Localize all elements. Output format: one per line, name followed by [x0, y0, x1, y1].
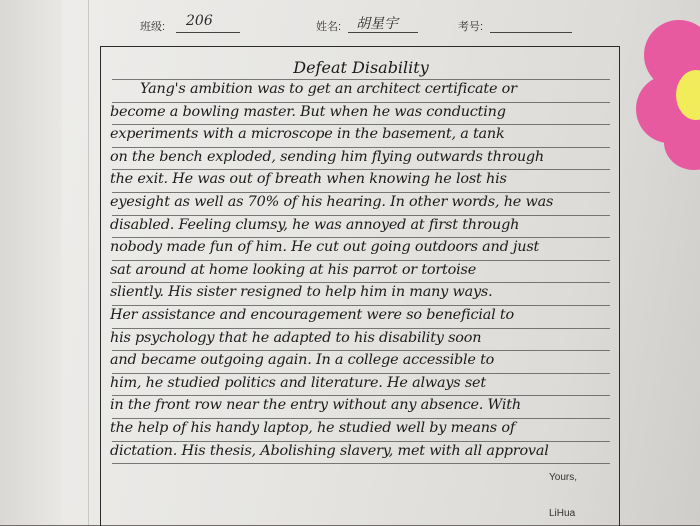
class-label: 班级:	[140, 21, 166, 33]
essay-line: the exit. He was out of breath when knowing he lost his	[110, 171, 507, 188]
margin-line	[88, 0, 89, 525]
exam-number-label: 考号:	[458, 21, 484, 33]
name-label: 姓名:	[316, 21, 342, 33]
name-underline	[348, 32, 418, 33]
essay-title: Defeat Disability	[293, 58, 429, 77]
essay-body	[110, 78, 616, 462]
essay-line: Her assistance and encouragement were so beneficial to	[110, 306, 514, 323]
name-value: 胡星宇	[356, 16, 398, 32]
essay-line: experiments with a microscope in the basement, a tank	[110, 126, 505, 143]
essay-line: sat around at home looking at his parrot or tortoise	[110, 261, 477, 278]
essay-line: Yang's ambition was to get an architect certificate or	[140, 81, 517, 97]
student-info-row	[140, 14, 600, 36]
essay-line: sliently. His sister resigned to help him in many ways.	[110, 284, 493, 301]
ruled-line	[112, 463, 610, 464]
closing-text: Yours,	[549, 472, 577, 483]
sticky-note-flower	[634, 20, 700, 170]
signature-name: LiHua	[549, 508, 576, 519]
exam-number-underline	[490, 32, 572, 33]
essay-line: and became outgoing again. In a college accessible to	[110, 352, 495, 369]
essay-line: him, he studied politics and literature. He always set	[110, 374, 486, 391]
essay-line: nobody made fun of him. He cut out going outdoors and just	[110, 239, 540, 256]
binding-margin	[0, 0, 62, 525]
essay-line: the help of his handy laptop, he studied well by means of	[110, 419, 515, 436]
essay-line: his psychology that he adapted to his disability soon	[110, 329, 482, 346]
class-underline	[176, 32, 240, 33]
essay-line: on the bench exploded, sending him flying outwards through	[110, 148, 544, 165]
essay-line: eyesight as well as 70% of his hearing. In other words, he was	[110, 193, 554, 210]
essay-line: become a bowling master. But when he was conducting	[110, 103, 506, 120]
essay-line: in the front row near the entry without any absence. With	[110, 397, 521, 414]
essay-line: disabled. Feeling clumsy, he was annoyed at first through	[110, 216, 520, 233]
class-value: 206	[186, 13, 213, 29]
essay-line: dictation. His thesis, Abolishing slavery, met with all approval	[110, 442, 549, 459]
